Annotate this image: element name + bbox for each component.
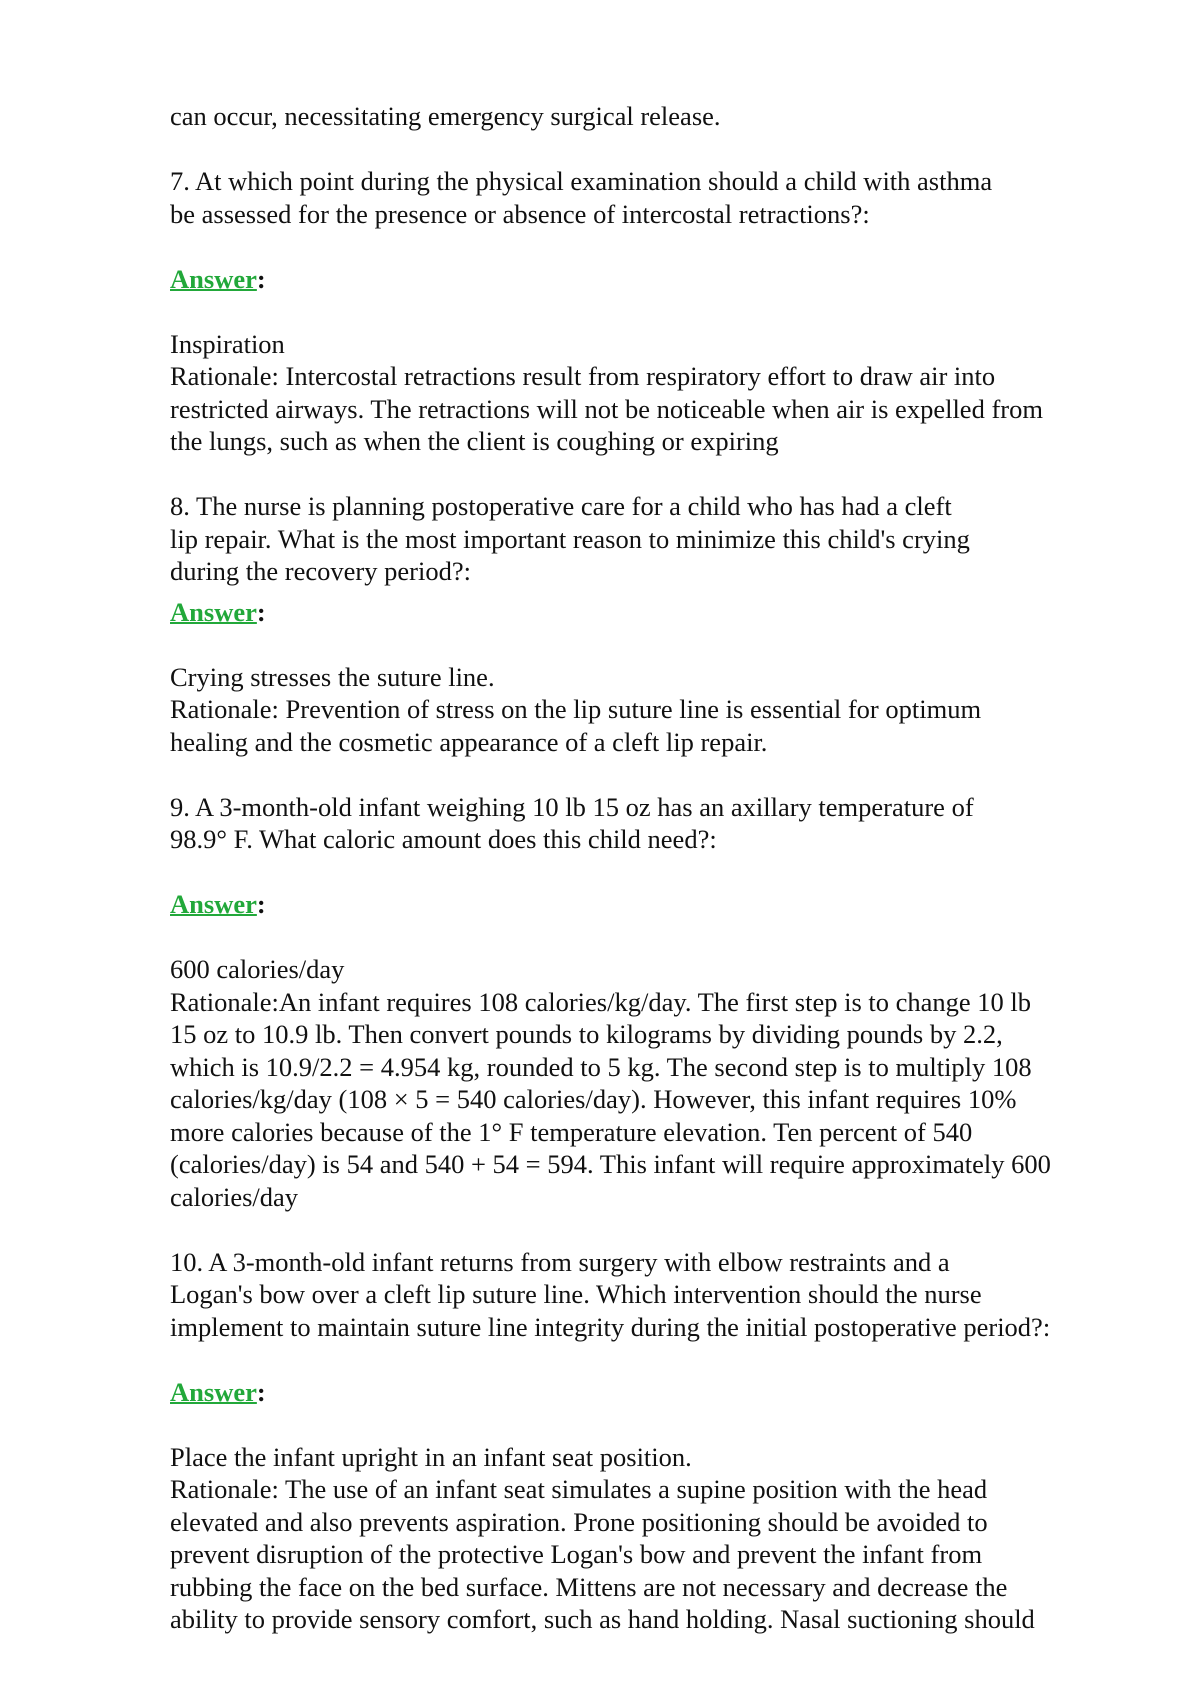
intro-line: can occur, necessitating emergency surgical release. — [170, 101, 721, 131]
question-block-9 — [170, 791, 1110, 1214]
question-block-10 — [170, 1246, 1110, 1636]
answer-line: 15 oz to 10.9 lb. Then convert pounds to kilograms by dividing pounds by 2.2, — [170, 1019, 1003, 1049]
answer-line: calories/kg/day (108 × 5 = 540 calories/day). However, this infant requires 10% — [170, 1084, 1017, 1114]
answer-heading — [170, 888, 1110, 921]
answer-colon: : — [256, 263, 266, 294]
answer-label: Answer — [170, 889, 257, 919]
question-line: during the recovery period?: — [170, 556, 471, 586]
answer-line: restricted airways. The retractions will not be noticeable when air is expelled from — [170, 393, 1043, 424]
answer-line: rubbing the face on the bed surface. Mittens are not necessary and decrease the — [170, 1571, 1008, 1602]
question-line: be assessed for the presence or absence of intercostal retractions?: — [170, 198, 870, 229]
answer-line: elevated and also prevents aspiration. Prone positioning should be avoided to — [170, 1506, 988, 1537]
answer-label: Answer — [170, 1376, 257, 1407]
answer-line: Rationale:An infant requires 108 calories/kg/day. The first step is to change 10 lb — [170, 986, 1032, 1017]
answer-line: Rationale: Intercostal retractions result from respiratory effort to draw air into — [170, 361, 996, 391]
answer-colon: : — [256, 596, 266, 627]
answer-line: Rationale: The use of an infant seat simulates a supine position with the head — [170, 1474, 988, 1504]
answer-line: Inspiration — [170, 328, 285, 359]
answer-line: Place the infant upright in an infant seat position. — [170, 1441, 692, 1472]
answer-line: which is 10.9/2.2 = 4.954 kg, rounded to 5 kg. The second step is to multiply 108 — [170, 1051, 1032, 1082]
answer-line: the lungs, such as when the client is coughing or expiring — [170, 426, 779, 456]
answer-label: Answer — [170, 596, 257, 627]
answer-heading — [170, 263, 1110, 296]
answer-line: healing and the cosmetic appearance of a cleft lip repair. — [170, 726, 768, 757]
answer-line: Rationale: Prevention of stress on the lip suture line is essential for optimum — [170, 694, 982, 724]
answer-colon: : — [256, 889, 266, 919]
answer-line: more calories because of the 1° F temperature elevation. Ten percent of 540 — [170, 1116, 973, 1147]
answer-line: Crying stresses the suture line. — [170, 661, 495, 692]
question-line: Logan's bow over a cleft lip suture line. Which intervention should the nurse — [170, 1279, 982, 1309]
question-line: lip repair. What is the most important reason to minimize this child's crying — [170, 523, 970, 554]
answer-colon: : — [256, 1376, 266, 1407]
answer-line: ability to provide sensory comfort, such as hand holding. Nasal suctioning should — [170, 1604, 1035, 1634]
answer-line: (calories/day) is 54 and 540 + 54 = 594. This infant will require approximately 600 — [170, 1149, 1051, 1179]
answer-heading — [170, 596, 1110, 629]
question-line: 9. A 3-month-old infant weighing 10 lb 15 oz has an axillary temperature of — [170, 791, 974, 822]
question-block-8 — [170, 490, 1110, 758]
answer-line: prevent disruption of the protective Logan's bow and prevent the infant from — [170, 1539, 983, 1569]
question-line: 8. The nurse is planning postoperative care for a child who has had a cleft — [170, 491, 952, 521]
document-page — [170, 100, 1110, 1636]
question-line: 7. At which point during the physical examination should a child with asthma — [170, 166, 993, 196]
answer-label: Answer — [170, 263, 257, 294]
question-line: implement to maintain suture line integrity during the initial postoperative period?: — [170, 1311, 1051, 1342]
answer-heading — [170, 1376, 1110, 1409]
answer-line: calories/day — [170, 1181, 299, 1212]
answer-line: 600 calories/day — [170, 954, 345, 984]
question-line: 98.9° F. What caloric amount does this child need?: — [170, 824, 717, 854]
question-block-7 — [170, 165, 1110, 458]
question-line: 10. A 3-month-old infant returns from surgery with elbow restraints and a — [170, 1246, 950, 1277]
